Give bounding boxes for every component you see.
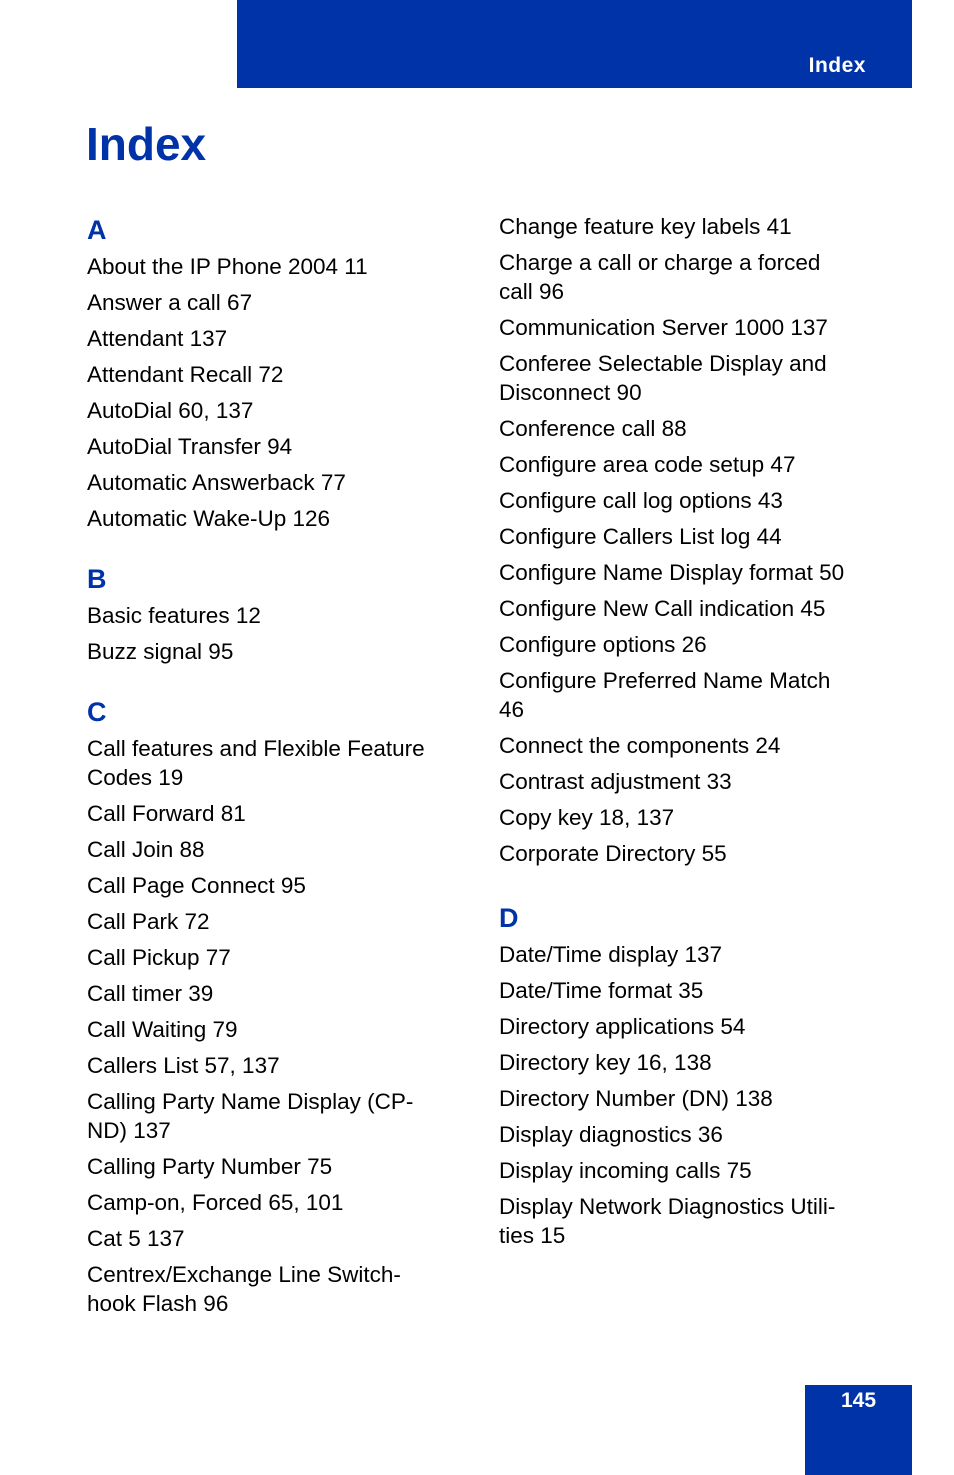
index-section: [87, 561, 457, 666]
index-entry-line: Call Forward 81: [87, 801, 246, 826]
index-entry: [87, 1224, 457, 1253]
index-entry-line: Call Park 72: [87, 909, 210, 934]
index-entry-line: call 96: [499, 279, 565, 304]
index-entry: [87, 943, 457, 972]
section-letter: C: [87, 697, 107, 727]
index-entry-line: Answer a call 67: [87, 290, 253, 315]
index-entry-line: Charge a call or charge a forced: [499, 250, 821, 275]
index-entry: [499, 212, 879, 241]
index-entry: [87, 1260, 457, 1318]
index-entry-line: Directory applications 54: [499, 1014, 746, 1039]
index-entry: [87, 601, 457, 630]
index-entry-line: Date/Time format 35: [499, 978, 704, 1003]
index-section: [87, 694, 457, 1318]
index-entry: [87, 979, 457, 1008]
index-entry-line: ND) 137: [87, 1118, 171, 1143]
index-entry-line: Callers List 57, 137: [87, 1053, 280, 1078]
index-entry-line: Configure Preferred Name Match: [499, 668, 831, 693]
index-entry-line: Call Pickup 77: [87, 945, 231, 970]
index-entry-line: Calling Party Number 75: [87, 1154, 333, 1179]
index-entry-line: Directory Number (DN) 138: [499, 1086, 773, 1111]
index-entry-line: AutoDial 60, 137: [87, 398, 254, 423]
index-entry: [87, 288, 457, 317]
index-entry-line: hook Flash 96: [87, 1291, 229, 1316]
index-entry-line: Configure call log options 43: [499, 488, 783, 513]
index-entry: [499, 414, 879, 443]
index-entry: [87, 1051, 457, 1080]
index-entry: [87, 324, 457, 353]
index-entry: [87, 1015, 457, 1044]
index-entry-line: 46: [499, 697, 525, 722]
index-entry-line: Display Network Diagnostics Utili-: [499, 1194, 836, 1219]
index-entry-line: Cat 5 137: [87, 1226, 185, 1251]
index-entry: [87, 252, 457, 281]
index-entry-line: Configure area code setup 47: [499, 452, 796, 477]
index-entry: [87, 799, 457, 828]
index-entry: [87, 907, 457, 936]
index-entry: [499, 313, 879, 342]
index-entry-line: Basic features 12: [87, 603, 261, 628]
index-entry: [499, 976, 879, 1005]
section-letter: A: [87, 215, 107, 245]
index-entry: [499, 248, 879, 306]
index-entry: [499, 486, 879, 515]
index-entry-line: Automatic Wake-Up 126: [87, 506, 331, 531]
index-entry-line: Directory key 16, 138: [499, 1050, 712, 1075]
header-bar: [237, 0, 912, 88]
index-entry: [499, 1084, 879, 1113]
page-title: Index: [86, 118, 207, 170]
index-entry: [499, 666, 879, 724]
section-letter: B: [87, 564, 107, 594]
index-entry-line: ties 15: [499, 1223, 566, 1248]
index-entry: [499, 1192, 879, 1250]
index-entry: [499, 940, 879, 969]
index-entry-line: Display diagnostics 36: [499, 1122, 723, 1147]
index-entry: [499, 1120, 879, 1149]
index-entry-line: Conferee Selectable Display and: [499, 351, 827, 376]
index-entry-line: Connect the components 24: [499, 733, 781, 758]
index-entry-line: Attendant 137: [87, 326, 228, 351]
index-entry: [499, 450, 879, 479]
index-entry: [87, 432, 457, 461]
index-column-right: [499, 212, 879, 1282]
index-entry: [87, 360, 457, 389]
index-entry: [87, 1188, 457, 1217]
index-entry-line: Configure Callers List log 44: [499, 524, 782, 549]
index-entry: [499, 731, 879, 760]
index-entry: [499, 767, 879, 796]
index-entry-line: Change feature key labels 41: [499, 214, 792, 239]
index-entry-line: Date/Time display 137: [499, 942, 723, 967]
index-entry: [87, 468, 457, 497]
index-entry: [499, 1156, 879, 1185]
index-entry-line: Display incoming calls 75: [499, 1158, 752, 1183]
index-entry: [87, 1087, 457, 1145]
index-entry-line: Buzz signal 95: [87, 639, 234, 664]
index-entry: [87, 396, 457, 425]
index-entry-line: Automatic Answerback 77: [87, 470, 346, 495]
index-entry-line: Call Join 88: [87, 837, 205, 862]
index-entry-line: Conference call 88: [499, 416, 687, 441]
index-entry-line: AutoDial Transfer 94: [87, 434, 293, 459]
index-section: [499, 212, 879, 868]
index-entry-line: Call timer 39: [87, 981, 214, 1006]
index-entry-line: Call Page Connect 95: [87, 873, 306, 898]
index-entry: [499, 1048, 879, 1077]
index-section: [499, 900, 879, 1250]
index-entry: [87, 1152, 457, 1181]
page-number: 145: [840, 1389, 877, 1412]
index-entry-line: Centrex/Exchange Line Switch-: [87, 1262, 401, 1287]
header-label: Index: [808, 54, 866, 77]
index-entry-line: Configure New Call indication 45: [499, 596, 826, 621]
index-entry-line: Camp-on, Forced 65, 101: [87, 1190, 344, 1215]
index-entry: [499, 349, 879, 407]
index-entry: [87, 734, 457, 792]
index-entry: [87, 871, 457, 900]
index-entry-line: Call features and Flexible Feature: [87, 736, 425, 761]
index-entry: [87, 504, 457, 533]
index-entry: [499, 522, 879, 551]
index-entry-line: Calling Party Name Display (CP-: [87, 1089, 414, 1114]
index-entry: [87, 835, 457, 864]
index-entry-line: Contrast adjustment 33: [499, 769, 732, 794]
index-entry: [499, 839, 879, 868]
index-entry: [499, 1012, 879, 1041]
index-entry-line: Call Waiting 79: [87, 1017, 238, 1042]
index-entry: [499, 558, 879, 587]
index-column-left: [87, 212, 457, 1346]
index-entry-line: Corporate Directory 55: [499, 841, 727, 866]
index-entry-line: Copy key 18, 137: [499, 805, 675, 830]
footer-page-box: [805, 1385, 912, 1475]
index-entry: [499, 594, 879, 623]
index-entry-line: Codes 19: [87, 765, 184, 790]
index-entry-line: Attendant Recall 72: [87, 362, 284, 387]
index-entry-line: Configure options 26: [499, 632, 707, 657]
index-entry: [87, 637, 457, 666]
index-entry-line: Communication Server 1000 137: [499, 315, 828, 340]
index-entry: [499, 803, 879, 832]
index-entry-line: About the IP Phone 2004 11: [87, 254, 368, 279]
index-entry-line: Configure Name Display format 50: [499, 560, 845, 585]
index-entry-line: Disconnect 90: [499, 380, 642, 405]
section-letter: D: [499, 903, 519, 933]
index-section: [87, 212, 457, 533]
index-entry: [499, 630, 879, 659]
